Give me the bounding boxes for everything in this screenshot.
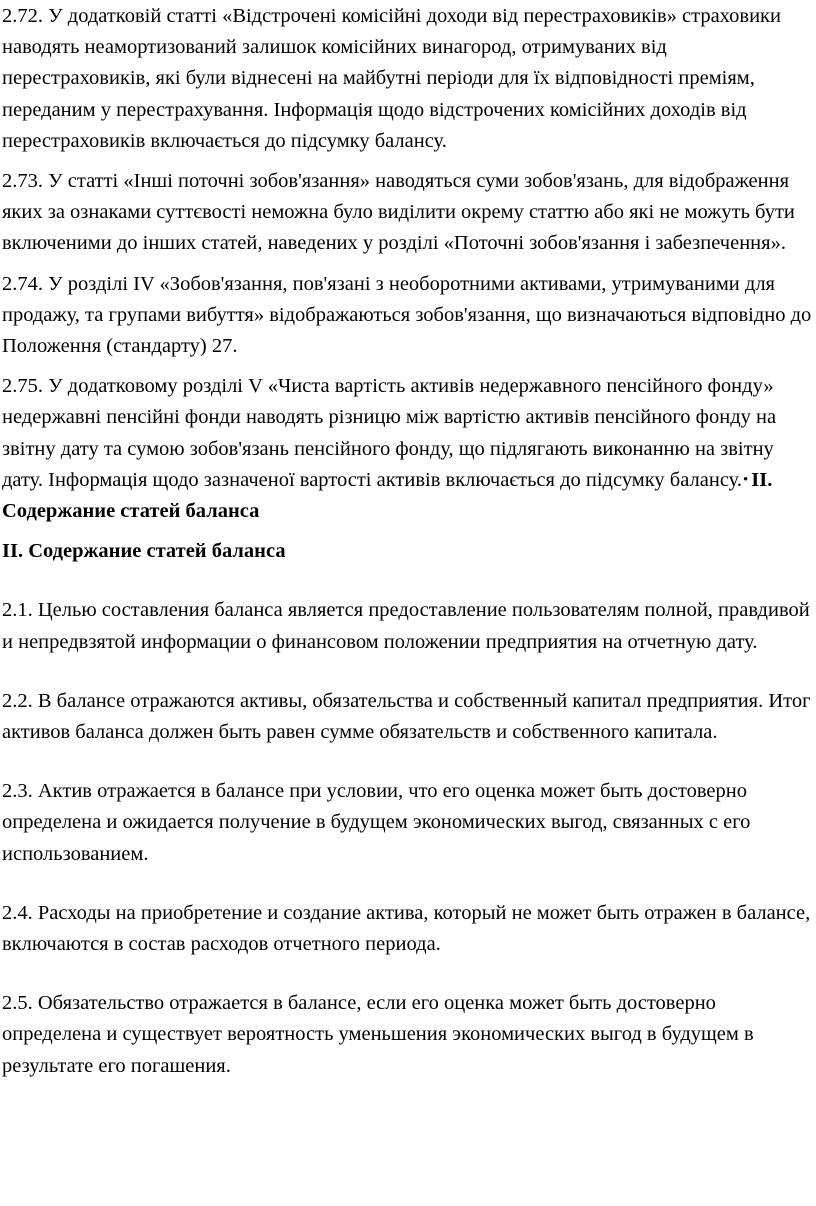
paragraph-2-75 [2, 371, 814, 527]
paragraph-2-73: 2.73. У статті «Інші поточні зобов'язання» наводяться суми зобов'язань, для відображення яких за ознаками суттєвості неможна було виділити окрему статтю або які не можуть бути включеними до інших статей, наведених у розділі «Поточні зобов'язання і забезпечення». [2, 170, 795, 255]
bullet-glyph: • [742, 471, 749, 488]
blank-line [2, 748, 814, 776]
paragraph-2-1: 2.1. Целью составления баланса является предоставление пользователям полной, правдивой и непредвзятой информации о финансовом положении предприятия на отчетную дату. [2, 599, 810, 653]
paragraph-2-75-text: 2.75. У додатковому розділі V «Чиста вартість активів недержавного пенсійного фонду» недержавні пенсійні фонди наводять різницю між вартістю активів пенсійного фонду на звітну дату та сумою зобов'язань пенсійного фонду, що підлягають виконанню на звітну дату. Інформація щодо зазначеної вартості активів включається до підсумку балансу. [2, 375, 777, 491]
blank-line [2, 658, 814, 686]
blank-line [2, 870, 814, 898]
section-heading: II. Содержание статей баланса [2, 540, 286, 563]
paragraph-2-4: 2.4. Расходы на приобретение и создание актива, который не может быть отражен в балансе, включаются в состав расходов отчетного периода. [2, 901, 811, 956]
russian-section [2, 536, 814, 1082]
paragraph-2-5: 2.5. Обязательство отражается в балансе, если его оценка может быть достоверно определена и существует вероятность уменьшения экономических выгод в будущем в результате его погашения. [2, 992, 754, 1077]
inline-bold-heading: II. Содержание статей баланса [2, 468, 773, 523]
paragraph-2-3: 2.3. Актив отражается в балансе при условии, что его оценка может быть достоверно определена и ожидается получение в будущем экономических выгод, связанных с его использованием. [2, 780, 751, 865]
document-page [2, 0, 814, 1082]
ukrainian-section [2, 1, 814, 527]
blank-line [2, 960, 814, 988]
paragraph-2-2: 2.2. В балансе отражаются активы, обязательства и собственный капитал предприятия. Итог активов баланса должен быть равен сумме обязательств и собственного капитала. [2, 689, 811, 744]
paragraph-2-74: 2.74. У розділі IV «Зобов'язання, пов'язані з необоротними активами, утримуваними для продажу, та групами вибуття» відображаються зобов'язання, що визначаються відповідно до Положення (стандарту) 27. [2, 272, 812, 358]
blank-line [2, 567, 814, 595]
paragraph-2-72: 2.72. У додатковій статті «Відстрочені комісійні доходи від перестраховиків» страховики наводять неамортизований залишок комісійних винагород, отримуваних від перестраховиків, які були віднесені на майбутні періоди для їх відповідності преміям, переданим у перестрахування. Інформація щодо відстрочених комісійних доходів від перестраховиків включається до підсумку балансу. [2, 5, 781, 152]
